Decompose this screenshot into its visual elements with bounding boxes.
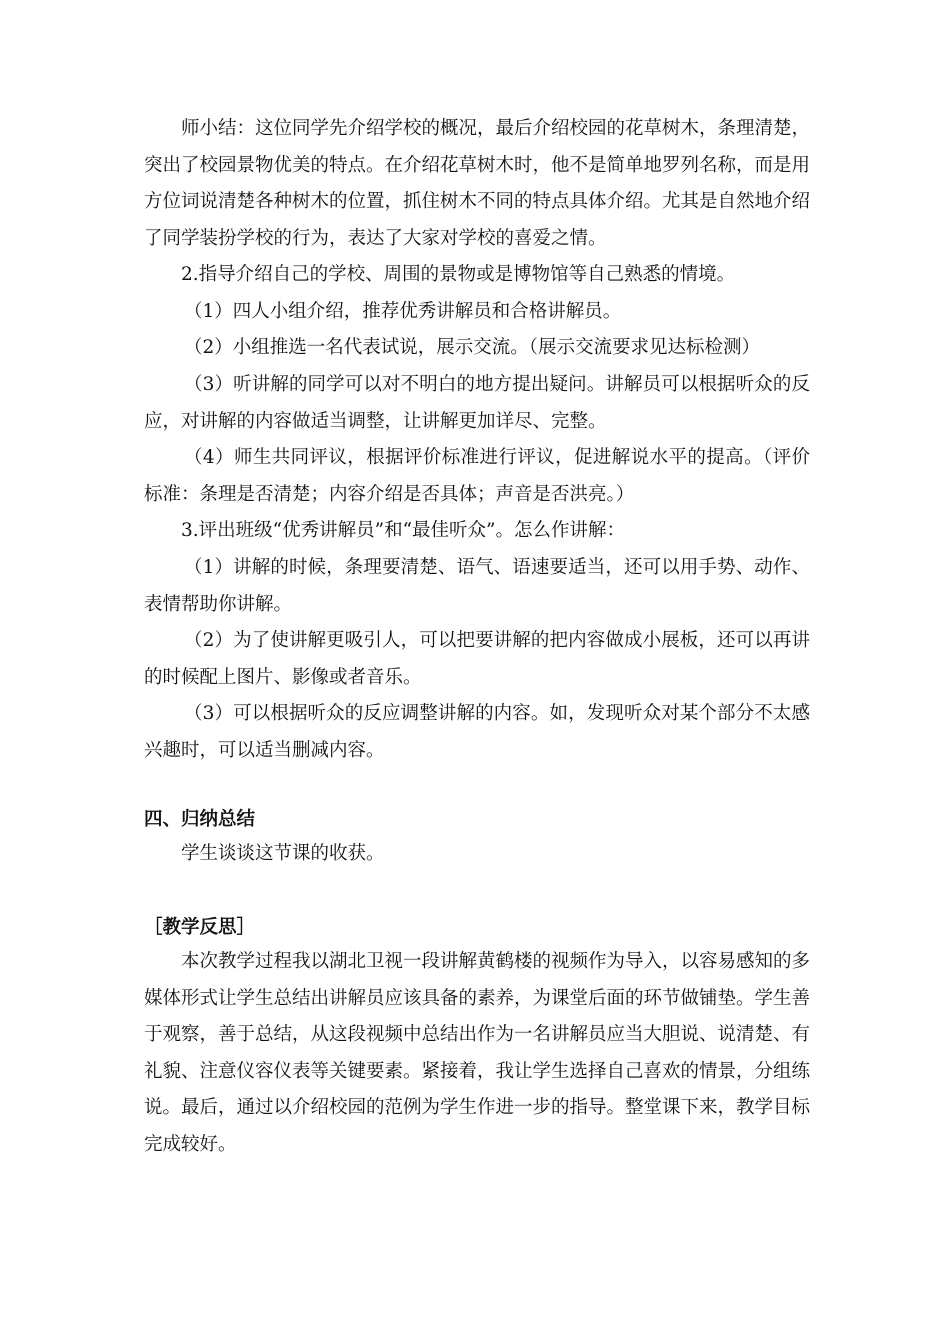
tip-2-paragraph: （2）为了使讲解更吸引人，可以把要讲解的把内容做成小展板，还可以再讲的时候配上图片、影像或者音乐。 [144, 630, 810, 688]
summary-paragraph: 师小结：这位同学先介绍学校的概况，最后介绍校园的花草树木，条理清楚，突出了校园景物优美的特点。在介绍花草树木时，他不是简单地罗列名称，而是用方位词说清楚各种树木的位置，抓住树木不同的特点具体介绍。尤其是自然地介绍了同学装扮学校的行为，表达了大家对学校的喜爱之情。 [144, 118, 811, 249]
tip-3-paragraph: （3）可以根据听众的反应调整讲解的内容。如，发现听众对某个部分不太感兴趣时，可以适当删减内容。 [144, 703, 810, 761]
tip-1-paragraph: （1）讲解的时候，条理要清楚、语气、语速要适当，还可以用手势、动作、表情帮助你讲解。 [144, 557, 810, 615]
reflection-body: 本次教学过程我以湖北卫视一段讲解黄鹤楼的视频作为导入，以容易感知的多媒体形式让学生总结出讲解员应该具备的素养，为课堂后面的环节做铺垫。学生善于观察，善于总结，从这段视频中总结出作为一名讲解员应当大胆说、说清楚、有礼貌、注意仪容仪表等关键要素。紧接着，我让学生选择自己喜欢的情景，分组练说。最后，通过以介绍校园的范例为学生作进一步的指导。整堂课下来，教学目标完成较好。 [144, 951, 811, 1155]
sub-step-3-paragraph: （3）听讲解的同学可以对不明白的地方提出疑问。讲解员可以根据听众的反应，对讲解的内容做适当调整，让讲解更加详尽、完整。 [144, 374, 810, 432]
section-4-body: 学生谈谈这节课的收获。 [181, 843, 385, 864]
sub-step-4-paragraph: （4）师生共同评议，根据评价标准进行评议，促进解说水平的提高。（评价标准：条理是否清楚；内容介绍是否具体；声音是否洪亮。） [144, 447, 810, 505]
sub-step-2-paragraph: （2）小组推选一名代表试说，展示交流。（展示交流要求见达标检测） [184, 337, 761, 358]
reflection-heading: ［教学反思］ [144, 917, 256, 938]
step-2-paragraph: 2.指导介绍自己的学校、周围的景物或是博物馆等自己熟悉的情境。 [181, 264, 736, 285]
sub-step-1-paragraph: （1）四人小组介绍，推荐优秀讲解员和合格讲解员。 [184, 301, 622, 322]
step-3-paragraph: 3.评出班级“优秀讲解员”和“最佳听众”。怎么作讲解： [181, 520, 625, 541]
section-4-heading: 四、归纳总结 [144, 809, 256, 830]
